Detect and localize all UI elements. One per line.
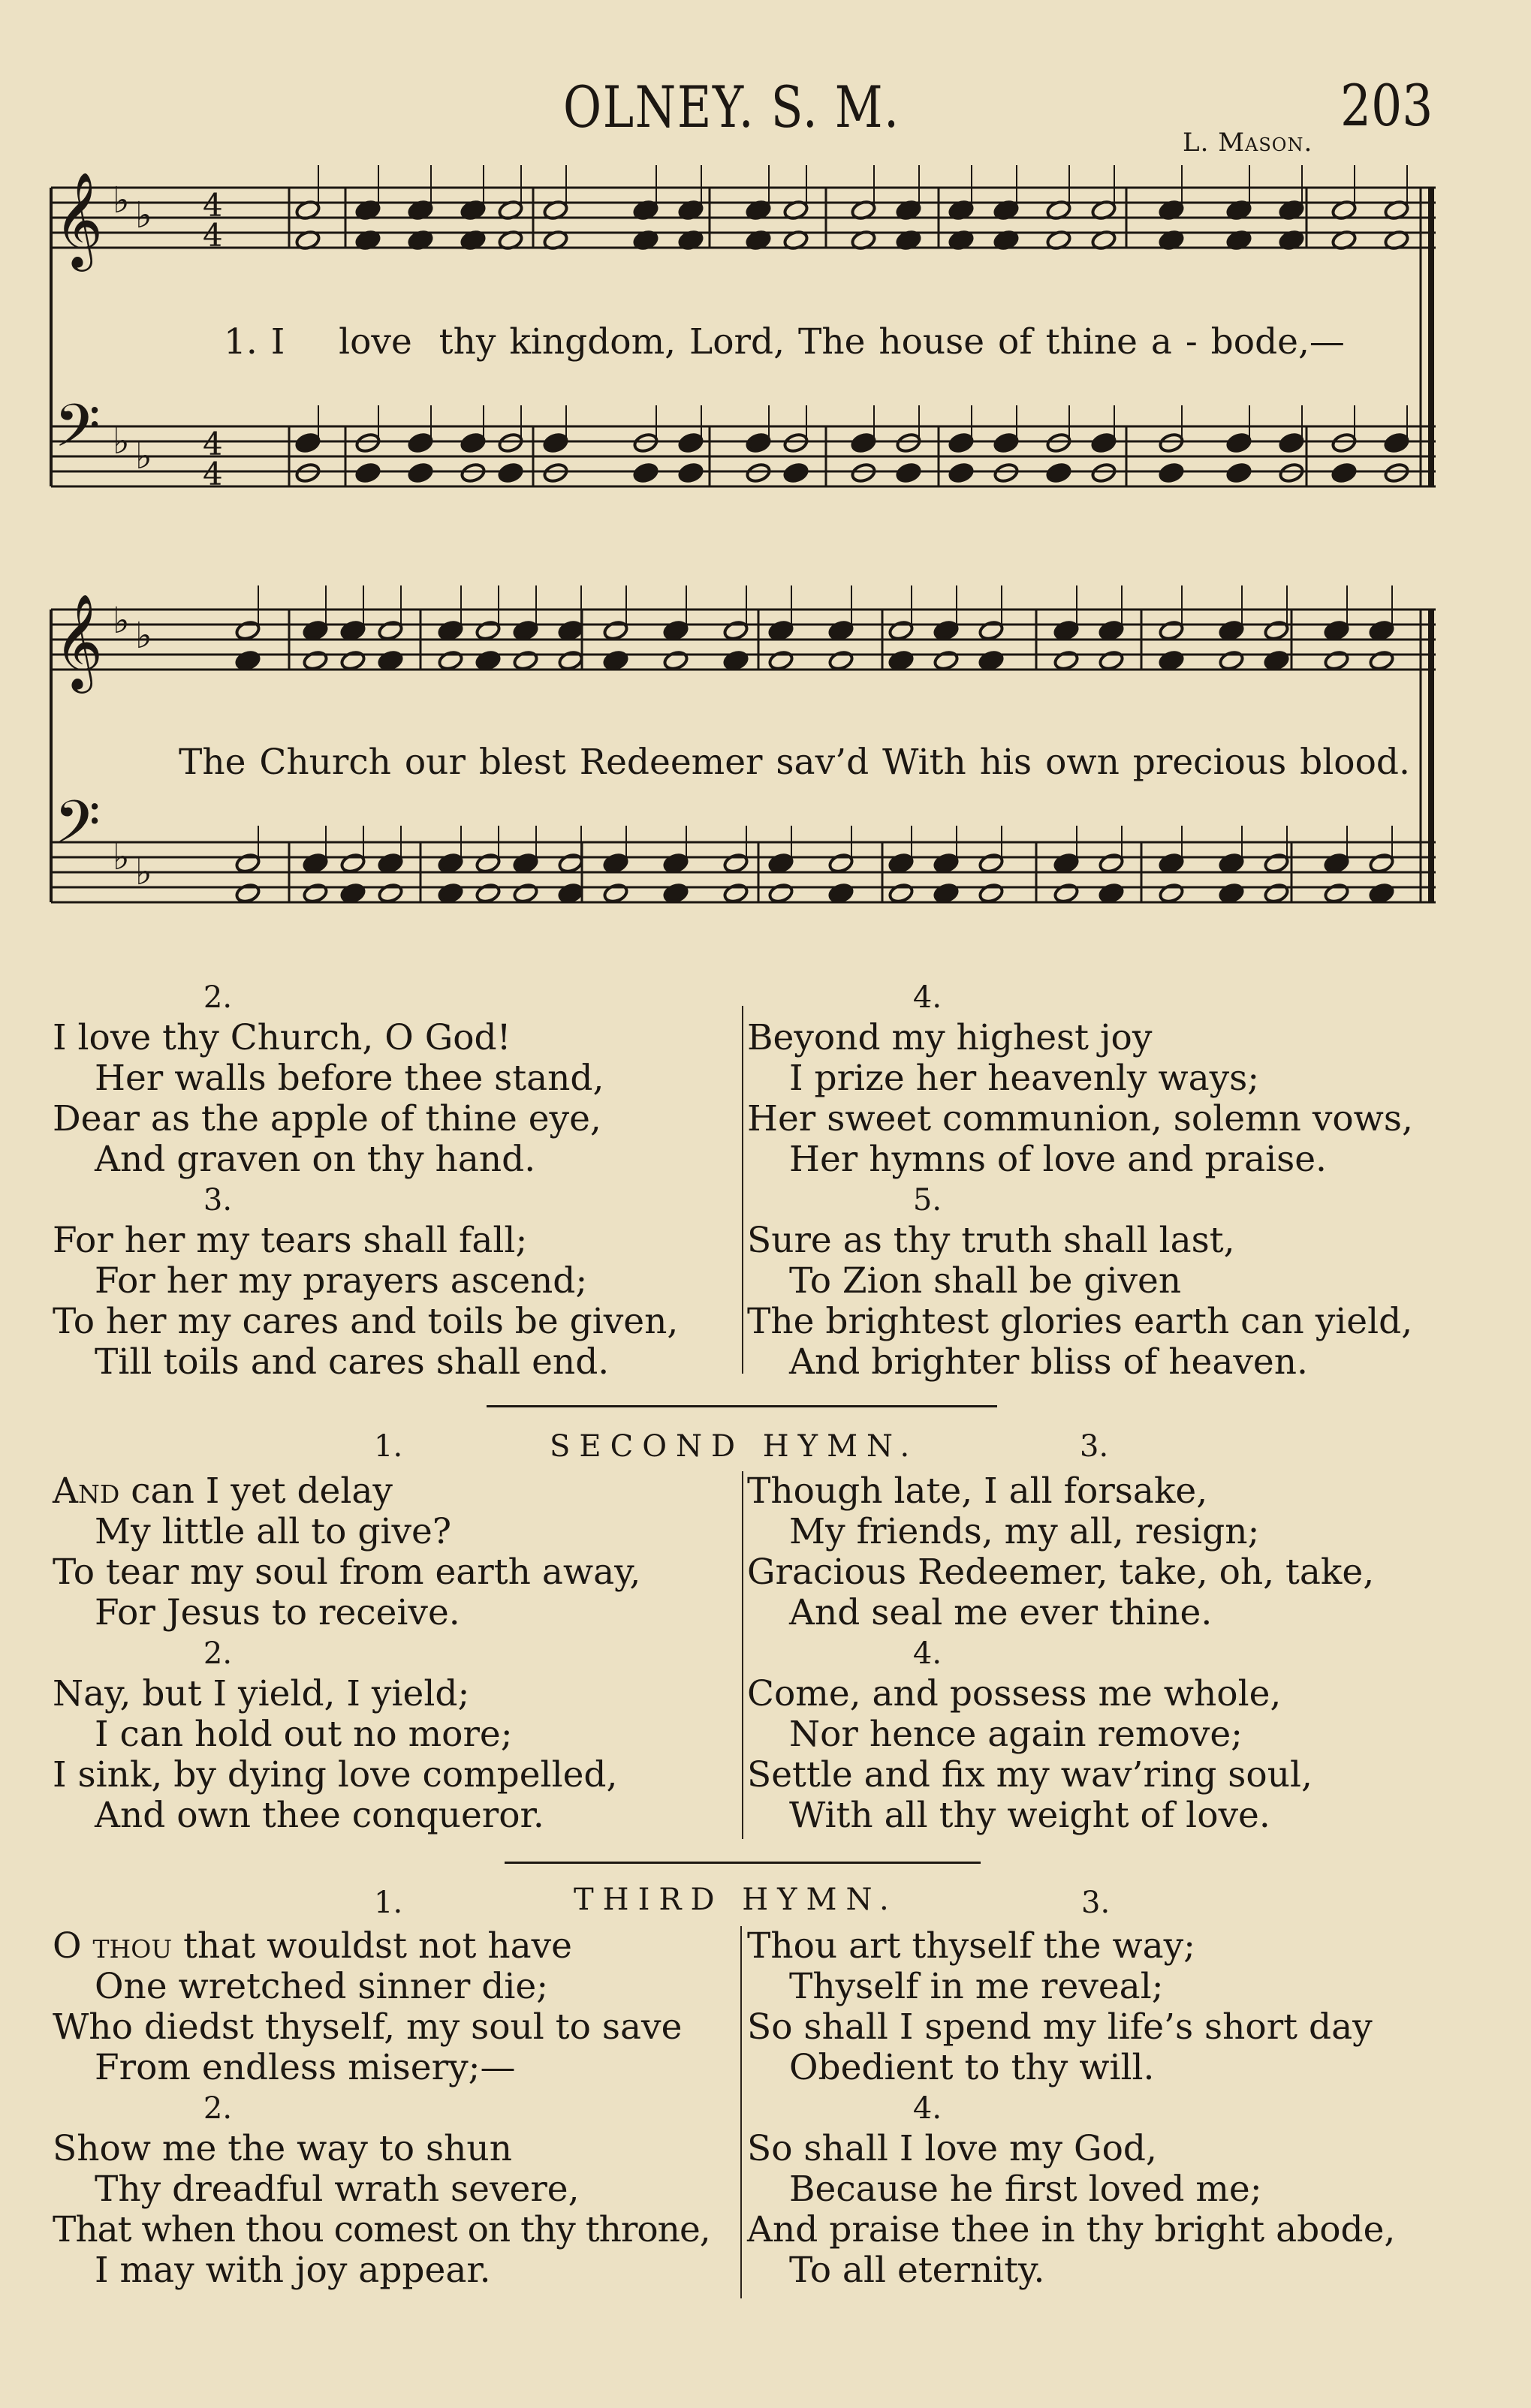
treble-clef-icon: 𝄞 bbox=[54, 593, 104, 689]
note-head bbox=[294, 432, 321, 453]
verse-line: From endless misery;— bbox=[95, 2047, 516, 2088]
third-hymn-heading: THIRD HYMN. bbox=[574, 1883, 898, 1917]
note-head bbox=[354, 462, 381, 483]
verse-line: To Zion shall be given bbox=[789, 1260, 1182, 1302]
verse-number: 3. bbox=[1080, 1429, 1109, 1464]
note-head bbox=[602, 882, 628, 904]
note-head bbox=[1323, 649, 1349, 671]
note-head bbox=[978, 649, 1004, 671]
note-head bbox=[1098, 649, 1124, 671]
sheet-music bbox=[0, 0, 1531, 991]
note-head bbox=[1368, 649, 1394, 671]
verse-line: Her sweet communion, solemn vows, bbox=[747, 1098, 1413, 1139]
note-head bbox=[1323, 852, 1349, 874]
note-head bbox=[1053, 852, 1079, 874]
note-head bbox=[557, 649, 583, 671]
verse-number: 3. bbox=[1081, 1886, 1111, 1920]
treble-clef-icon: 𝄞 bbox=[54, 171, 104, 267]
note-head bbox=[782, 432, 809, 453]
music-lyric-line-1: 1. I love thy kingdom, Lord, The house of thine a - bode,— bbox=[224, 321, 1345, 363]
note-head bbox=[827, 619, 854, 641]
second-hymn-heading: SECOND HYMN. bbox=[550, 1429, 919, 1464]
verse-line: Nay, but I yield, I yield; bbox=[53, 1673, 470, 1714]
note-head bbox=[1323, 619, 1349, 641]
note-head bbox=[512, 619, 538, 641]
third-hymn-right-column bbox=[747, 1926, 1498, 2291]
note-head bbox=[1263, 852, 1289, 874]
note-head bbox=[1331, 432, 1357, 453]
section-rule bbox=[505, 1862, 981, 1864]
note-head bbox=[978, 852, 1004, 874]
time-signature: 4 bbox=[203, 187, 223, 224]
verse-line: My friends, my all, resign; bbox=[789, 1511, 1260, 1552]
note-head bbox=[1158, 432, 1184, 453]
verse-line-rest: can I yet delay bbox=[119, 1470, 393, 1512]
note-head bbox=[827, 852, 854, 874]
note-head bbox=[978, 882, 1004, 904]
verse-line: One wretched sinner die; bbox=[95, 1966, 549, 2007]
note-head bbox=[512, 852, 538, 874]
verse-line: Beyond my highest joy bbox=[747, 1017, 1153, 1058]
note-head bbox=[294, 462, 321, 483]
note-head bbox=[1218, 882, 1244, 904]
note-head bbox=[475, 619, 501, 641]
note-head bbox=[302, 852, 328, 874]
verse-line: The brightest glories earth can yield, bbox=[747, 1301, 1413, 1342]
note-head bbox=[407, 462, 433, 483]
verse-number: 1. bbox=[374, 1429, 403, 1464]
flat-icon: ♭ bbox=[113, 420, 130, 462]
note-head bbox=[662, 619, 689, 641]
note-head bbox=[512, 882, 538, 904]
note-head bbox=[722, 619, 749, 641]
note-head bbox=[1323, 882, 1349, 904]
note-head bbox=[1368, 852, 1394, 874]
verse-line: I may with joy appear. bbox=[95, 2250, 491, 2291]
note-head bbox=[1383, 462, 1409, 483]
note-head bbox=[302, 619, 328, 641]
note-head bbox=[677, 462, 704, 483]
note-head bbox=[475, 882, 501, 904]
verse-number: 2. bbox=[203, 980, 233, 1015]
note-head bbox=[1158, 852, 1184, 874]
note-head bbox=[888, 619, 914, 641]
note-head bbox=[850, 432, 876, 453]
verse-line: To all eternity. bbox=[789, 2250, 1045, 2291]
verse-line: Sure as thy truth shall last, bbox=[747, 1220, 1235, 1261]
note-head bbox=[948, 462, 974, 483]
verse-line: Her hymns of love and praise. bbox=[789, 1139, 1327, 1180]
verse-line: So shall I spend my life’s short day bbox=[747, 2006, 1373, 2048]
verse-line: For her my prayers ascend; bbox=[95, 1260, 588, 1302]
verse-line: Thou art thyself the way; bbox=[747, 1925, 1196, 1967]
verse-number: 4. bbox=[912, 980, 942, 1015]
note-head bbox=[1225, 462, 1252, 483]
note-head bbox=[512, 649, 538, 671]
note-head bbox=[475, 649, 501, 671]
column-divider bbox=[742, 1471, 743, 1839]
note-head bbox=[948, 432, 974, 453]
note-head bbox=[339, 852, 366, 874]
time-signature: 4 bbox=[203, 426, 223, 462]
verse-line bbox=[53, 1471, 713, 1512]
column-divider bbox=[742, 1006, 743, 1374]
note-head bbox=[827, 649, 854, 671]
verse-line: That when thou comest on thy throne, bbox=[53, 2209, 710, 2250]
verse-line: Come, and possess me whole, bbox=[747, 1673, 1282, 1714]
time-signature: 4 bbox=[203, 217, 223, 254]
note-head bbox=[767, 649, 794, 671]
note-head bbox=[437, 882, 463, 904]
note-head bbox=[827, 882, 854, 904]
note-head bbox=[662, 852, 689, 874]
verse-line: And graven on thy hand. bbox=[95, 1139, 536, 1180]
note-head bbox=[1053, 882, 1079, 904]
note-head bbox=[437, 619, 463, 641]
second-hymn-right-column bbox=[747, 1471, 1498, 1836]
note-head bbox=[497, 432, 523, 453]
verse-line: And praise thee in thy bright abode, bbox=[747, 2209, 1396, 2250]
verse-line: Dear as the apple of thine eye, bbox=[53, 1098, 601, 1139]
note-head bbox=[745, 462, 771, 483]
note-head bbox=[993, 432, 1019, 453]
verse-line: Settle and fix my wav’ring soul, bbox=[747, 1754, 1313, 1795]
verse-line: Though late, I all forsake, bbox=[747, 1470, 1208, 1512]
composer-credit: L. Mason. bbox=[1183, 128, 1313, 158]
flat-icon: ♭ bbox=[113, 600, 130, 642]
note-head bbox=[767, 852, 794, 874]
note-head bbox=[1158, 882, 1184, 904]
verse-line: And brighter bliss of heaven. bbox=[789, 1341, 1308, 1383]
note-head bbox=[1263, 882, 1289, 904]
verse-line: Nor hence again remove; bbox=[789, 1714, 1243, 1755]
page-number: 203 bbox=[1340, 72, 1433, 139]
note-head bbox=[782, 462, 809, 483]
note-head bbox=[745, 432, 771, 453]
note-head bbox=[1225, 432, 1252, 453]
note-head bbox=[602, 619, 628, 641]
hymn-tune-title: OLNEY. S. M. bbox=[563, 74, 900, 140]
note-head bbox=[234, 882, 261, 904]
verse-number: 1. bbox=[374, 1886, 403, 1920]
verse-line bbox=[53, 1926, 736, 1967]
note-head bbox=[377, 852, 403, 874]
drop-word: O thou bbox=[53, 1925, 173, 1967]
verse-number: 3. bbox=[203, 1183, 233, 1218]
flat-icon: ♭ bbox=[135, 851, 152, 893]
verse-line: Who diedst thyself, my soul to save bbox=[53, 2006, 683, 2048]
verse-line: So shall I love my God, bbox=[747, 2128, 1157, 2169]
note-head bbox=[1331, 462, 1357, 483]
note-head bbox=[497, 462, 523, 483]
note-head bbox=[1090, 432, 1117, 453]
note-head bbox=[557, 882, 583, 904]
verse-line: For her my tears shall fall; bbox=[53, 1220, 528, 1261]
verse-line: Thy dreadful wrath severe, bbox=[95, 2169, 580, 2210]
note-head bbox=[1263, 619, 1289, 641]
verse-number: 5. bbox=[912, 1183, 942, 1218]
note-head bbox=[542, 432, 568, 453]
verse-line: To her my cares and toils be given, bbox=[53, 1301, 679, 1342]
note-head bbox=[557, 619, 583, 641]
note-head bbox=[302, 649, 328, 671]
verse-line: Till toils and cares shall end. bbox=[95, 1341, 610, 1383]
note-head bbox=[1098, 852, 1124, 874]
note-head bbox=[1218, 649, 1244, 671]
olney-right-column bbox=[747, 977, 1498, 1383]
note-head bbox=[1278, 432, 1304, 453]
verse-line: I prize her heavenly ways; bbox=[789, 1058, 1260, 1099]
note-head bbox=[354, 432, 381, 453]
note-head bbox=[602, 649, 628, 671]
note-head bbox=[234, 852, 261, 874]
note-head bbox=[1158, 649, 1184, 671]
note-head bbox=[767, 882, 794, 904]
note-head bbox=[632, 462, 659, 483]
note-head bbox=[895, 432, 921, 453]
note-head bbox=[662, 649, 689, 671]
verse-line: I love thy Church, O God! bbox=[53, 1017, 511, 1058]
note-head bbox=[542, 462, 568, 483]
note-head bbox=[557, 852, 583, 874]
bass-clef-icon: 𝄢 bbox=[54, 391, 101, 475]
verse-line: For Jesus to receive. bbox=[95, 1592, 460, 1633]
note-head bbox=[1158, 462, 1184, 483]
note-head bbox=[722, 852, 749, 874]
flat-icon: ♭ bbox=[135, 194, 152, 236]
music-lyric-line-2: The Church our blest Redeemer sav’d With his own precious blood. bbox=[179, 742, 1410, 783]
note-head bbox=[888, 852, 914, 874]
note-head bbox=[677, 432, 704, 453]
note-head bbox=[234, 649, 261, 671]
note-head bbox=[1090, 462, 1117, 483]
note-head bbox=[377, 882, 403, 904]
verse-line-rest: that wouldst not have bbox=[172, 1925, 572, 1967]
bass-clef-icon: 𝄢 bbox=[54, 787, 101, 871]
note-head bbox=[460, 432, 486, 453]
note-head bbox=[1053, 619, 1079, 641]
note-head bbox=[1158, 619, 1184, 641]
flat-icon: ♭ bbox=[113, 179, 130, 221]
verse-line: To tear my soul from earth away, bbox=[53, 1552, 641, 1593]
note-head bbox=[993, 462, 1019, 483]
verse-line: Show me the way to shun bbox=[53, 2128, 512, 2169]
section-rule bbox=[487, 1405, 997, 1407]
note-head bbox=[1098, 882, 1124, 904]
verse-line: With all thy weight of love. bbox=[789, 1795, 1270, 1836]
note-head bbox=[437, 852, 463, 874]
verse-line: I sink, by dying love compelled, bbox=[53, 1754, 618, 1795]
olney-left-column bbox=[53, 977, 713, 1383]
note-head bbox=[1383, 432, 1409, 453]
verse-line: Obedient to thy will. bbox=[789, 2047, 1155, 2088]
flat-icon: ♭ bbox=[135, 615, 152, 657]
note-head bbox=[377, 649, 403, 671]
note-head bbox=[933, 882, 959, 904]
verse-line: And seal me ever thine. bbox=[789, 1592, 1213, 1633]
verse-number: 4. bbox=[912, 1636, 942, 1671]
verse-number: 2. bbox=[203, 2091, 233, 2126]
note-head bbox=[1263, 649, 1289, 671]
verse-number: 4. bbox=[912, 2091, 942, 2126]
note-head bbox=[1218, 619, 1244, 641]
verse-line: My little all to give? bbox=[95, 1511, 452, 1552]
time-signature: 4 bbox=[203, 456, 223, 492]
note-head bbox=[407, 432, 433, 453]
note-head bbox=[933, 852, 959, 874]
note-head bbox=[888, 882, 914, 904]
verse-line: Gracious Redeemer, take, oh, take, bbox=[747, 1552, 1375, 1593]
note-head bbox=[460, 462, 486, 483]
verse-line: Her walls before thee stand, bbox=[95, 1058, 604, 1099]
note-head bbox=[1278, 462, 1304, 483]
drop-word: And bbox=[53, 1470, 120, 1512]
note-head bbox=[662, 882, 689, 904]
verse-line: Because he first loved me; bbox=[789, 2169, 1262, 2210]
flat-icon: ♭ bbox=[135, 435, 152, 477]
verse-line: And own thee conqueror. bbox=[95, 1795, 544, 1836]
note-head bbox=[1098, 619, 1124, 641]
second-hymn-left-column bbox=[53, 1471, 713, 1836]
verse-line: I can hold out no more; bbox=[95, 1714, 513, 1755]
note-head bbox=[722, 882, 749, 904]
note-head bbox=[1368, 882, 1394, 904]
note-head bbox=[978, 619, 1004, 641]
note-head bbox=[933, 649, 959, 671]
note-head bbox=[1045, 462, 1071, 483]
note-head bbox=[437, 649, 463, 671]
note-head bbox=[234, 619, 261, 641]
third-hymn-left-column bbox=[53, 1926, 736, 2291]
verse-number: 2. bbox=[203, 1636, 233, 1671]
note-head bbox=[1053, 649, 1079, 671]
note-head bbox=[339, 649, 366, 671]
note-head bbox=[339, 619, 366, 641]
note-head bbox=[632, 432, 659, 453]
note-head bbox=[377, 619, 403, 641]
note-head bbox=[1368, 619, 1394, 641]
note-head bbox=[1218, 852, 1244, 874]
note-head bbox=[339, 882, 366, 904]
flat-icon: ♭ bbox=[113, 836, 130, 878]
note-head bbox=[850, 462, 876, 483]
column-divider bbox=[740, 1926, 742, 2298]
note-head bbox=[475, 852, 501, 874]
note-head bbox=[722, 649, 749, 671]
verse-line: Thyself in me reveal; bbox=[789, 1966, 1164, 2007]
note-head bbox=[602, 852, 628, 874]
note-head bbox=[1045, 432, 1071, 453]
note-head bbox=[933, 619, 959, 641]
note-head bbox=[767, 619, 794, 641]
note-head bbox=[888, 649, 914, 671]
note-head bbox=[302, 882, 328, 904]
note-head bbox=[895, 462, 921, 483]
